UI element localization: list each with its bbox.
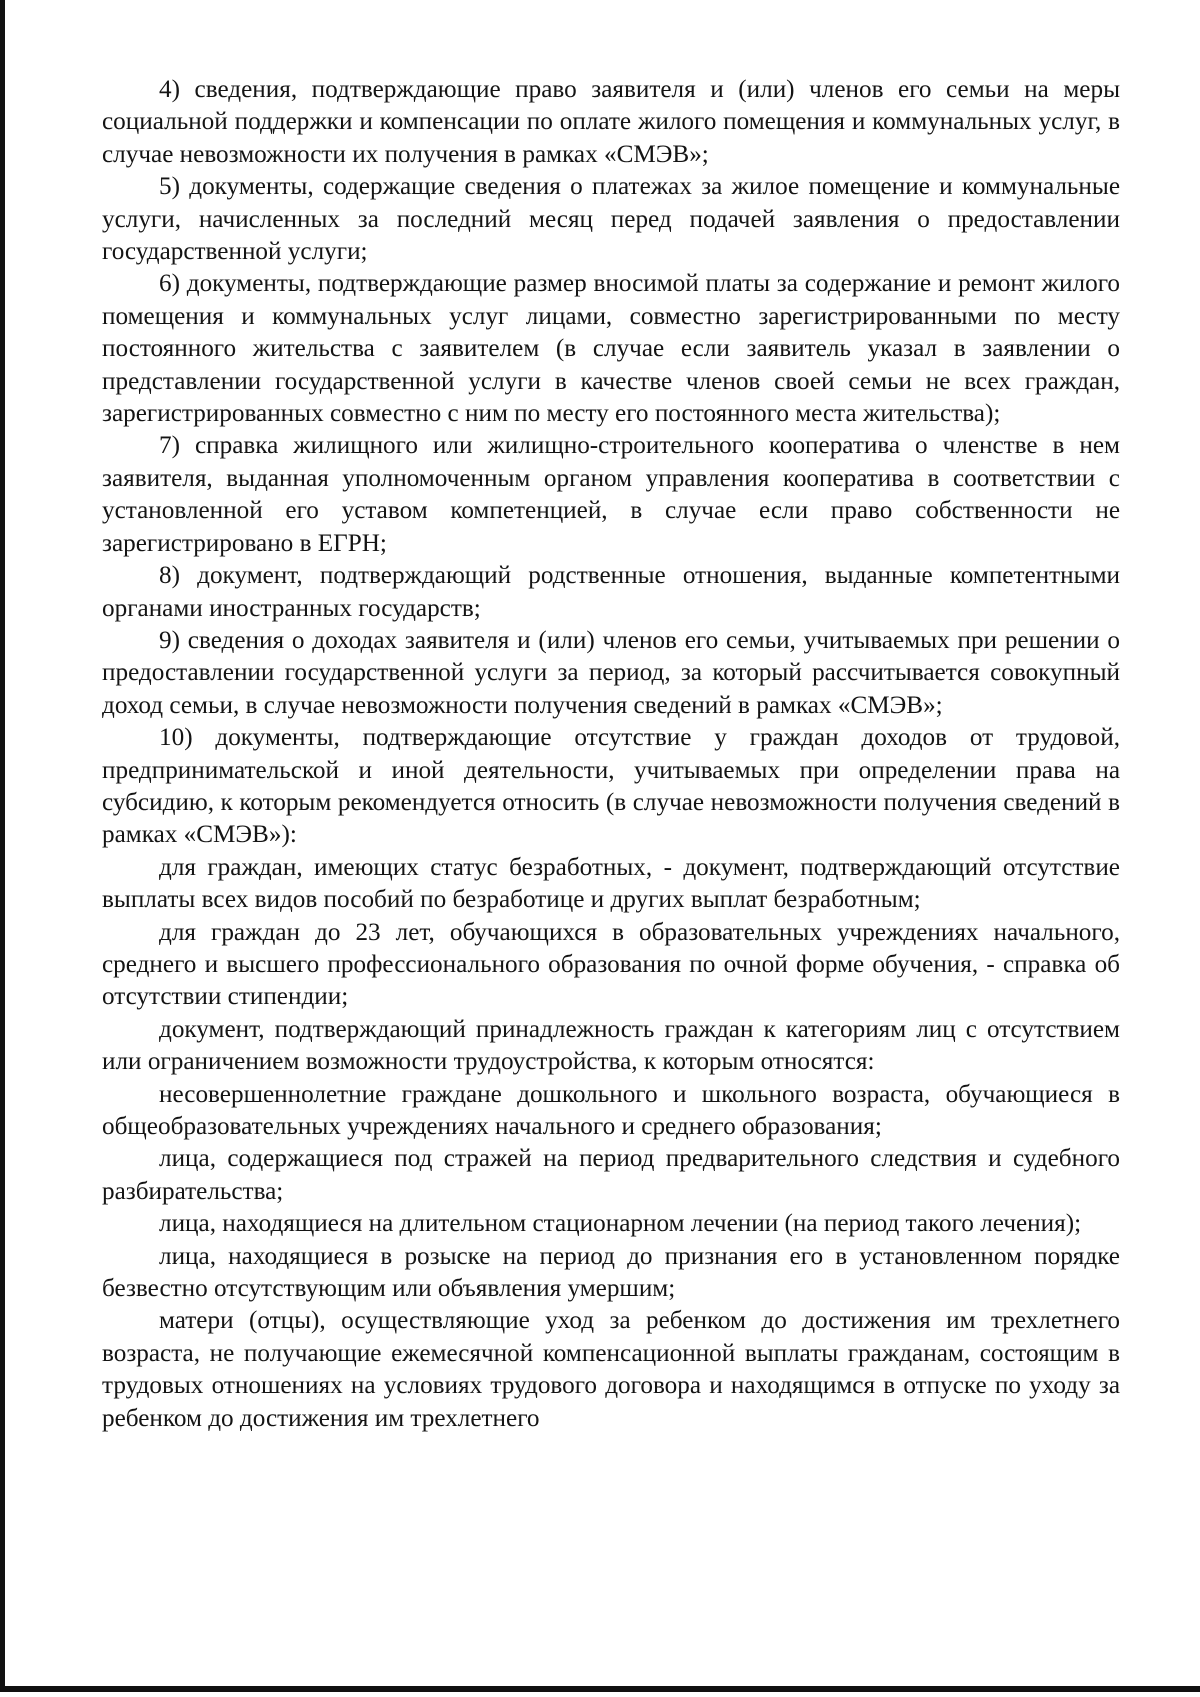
paragraph-item-9: 9) сведения о доходах заявителя и (или) членов его семьи, учитываемых при решении о предоставлении государственной услуги за период, за который рассчитывается совокупный доход семьи, в случае невозможности получения сведений в рамках «СМЭВ»;: [102, 626, 1120, 719]
document-page: [102, 74, 1120, 1435]
paragraph-item-6: 6) документы, подтверждающие размер вносимой платы за содержание и ремонт жилого помещения и коммунальных услуг лицами, совместно зарегистрированными по месту постоянного жительства с заявителем (в случае если заявитель указал в заявлении о представлении государственной услуги в качестве членов своей семьи не всех граждан, зарегистрированных совместно с ним по месту его постоянного места жительства);: [102, 270, 1120, 428]
paragraph-hospitalized: лица, находящиеся на длительном стационарном лечении (на период такого лечения);: [159, 1210, 1082, 1238]
paragraph-minors: несовершеннолетние граждане дошкольного и школьного возраста, обучающиеся в общеобразовательных учреждениях начального и среднего образования;: [102, 1080, 1120, 1140]
paragraph-students: для граждан до 23 лет, обучающихся в образовательных учреждениях начального, среднего и высшего профессионального образования по очной форме обучения, - справка об отсутствии стипендии;: [102, 918, 1120, 1011]
paragraph-item-7: 7) справка жилищного или жилищно-строительного кооператива о членстве в нем заявителя, выданная уполномоченным органом управления кооператива в соответствии с установленной его уставом компетенцией, в случае если право собственности не зарегистрировано в ЕГРН;: [102, 432, 1120, 557]
paragraph-item-10: 10) документы, подтверждающие отсутствие у граждан доходов от трудовой, предпринимательской и иной деятельности, учитываемых при определении права на субсидию, к которым рекомендуется относить (в случае невозможности получения сведений в рамках «СМЭВ»):: [102, 724, 1120, 849]
paragraph-parents: матери (отцы), осуществляющие уход за ребенком до достижения им трехлетнего возраста, не получающие ежемесячной компенсационной выплаты гражданам, состоящим в трудовых отношениях на условиях трудового договора и находящимся в отпуске по уходу за ребенком до достижения им трехлетнего: [102, 1307, 1120, 1432]
paragraph-item-8: 8) документ, подтверждающий родственные отношения, выданные компетентными органами иностранных государств;: [102, 562, 1120, 622]
paragraph-detained: лица, содержащиеся под стражей на период предварительного следствия и судебного разбирательства;: [102, 1145, 1120, 1205]
paragraph-item-5: 5) документы, содержащие сведения о платежах за жилое помещение и коммунальные услуги, начисленных за последний месяц перед подачей заявления о предоставлении государственной услуги;: [102, 173, 1120, 266]
scan-border-left: [0, 0, 5, 1686]
scan-border-bottom: [0, 1686, 1200, 1692]
paragraph-employment-restriction: документ, подтверждающий принадлежность граждан к категориям лиц с отсутствием или ограничением возможности трудоустройства, к которым относятся:: [102, 1015, 1120, 1076]
paragraph-wanted: лица, находящиеся в розыске на период до признания его в установленном порядке безвестно отсутствующим или объявления умершим;: [102, 1242, 1120, 1303]
paragraph-unemployed: для граждан, имеющих статус безработных, - документ, подтверждающий отсутствие выплаты всех видов пособий по безработице и других выплат безработным;: [102, 853, 1120, 914]
paragraph-item-4: 4) сведения, подтверждающие право заявителя и (или) членов его семьи на меры социальной поддержки и компенсации по оплате жилого помещения и коммунальных услуг, в случае невозможности их получения в рамках «СМЭВ»;: [102, 76, 1120, 168]
